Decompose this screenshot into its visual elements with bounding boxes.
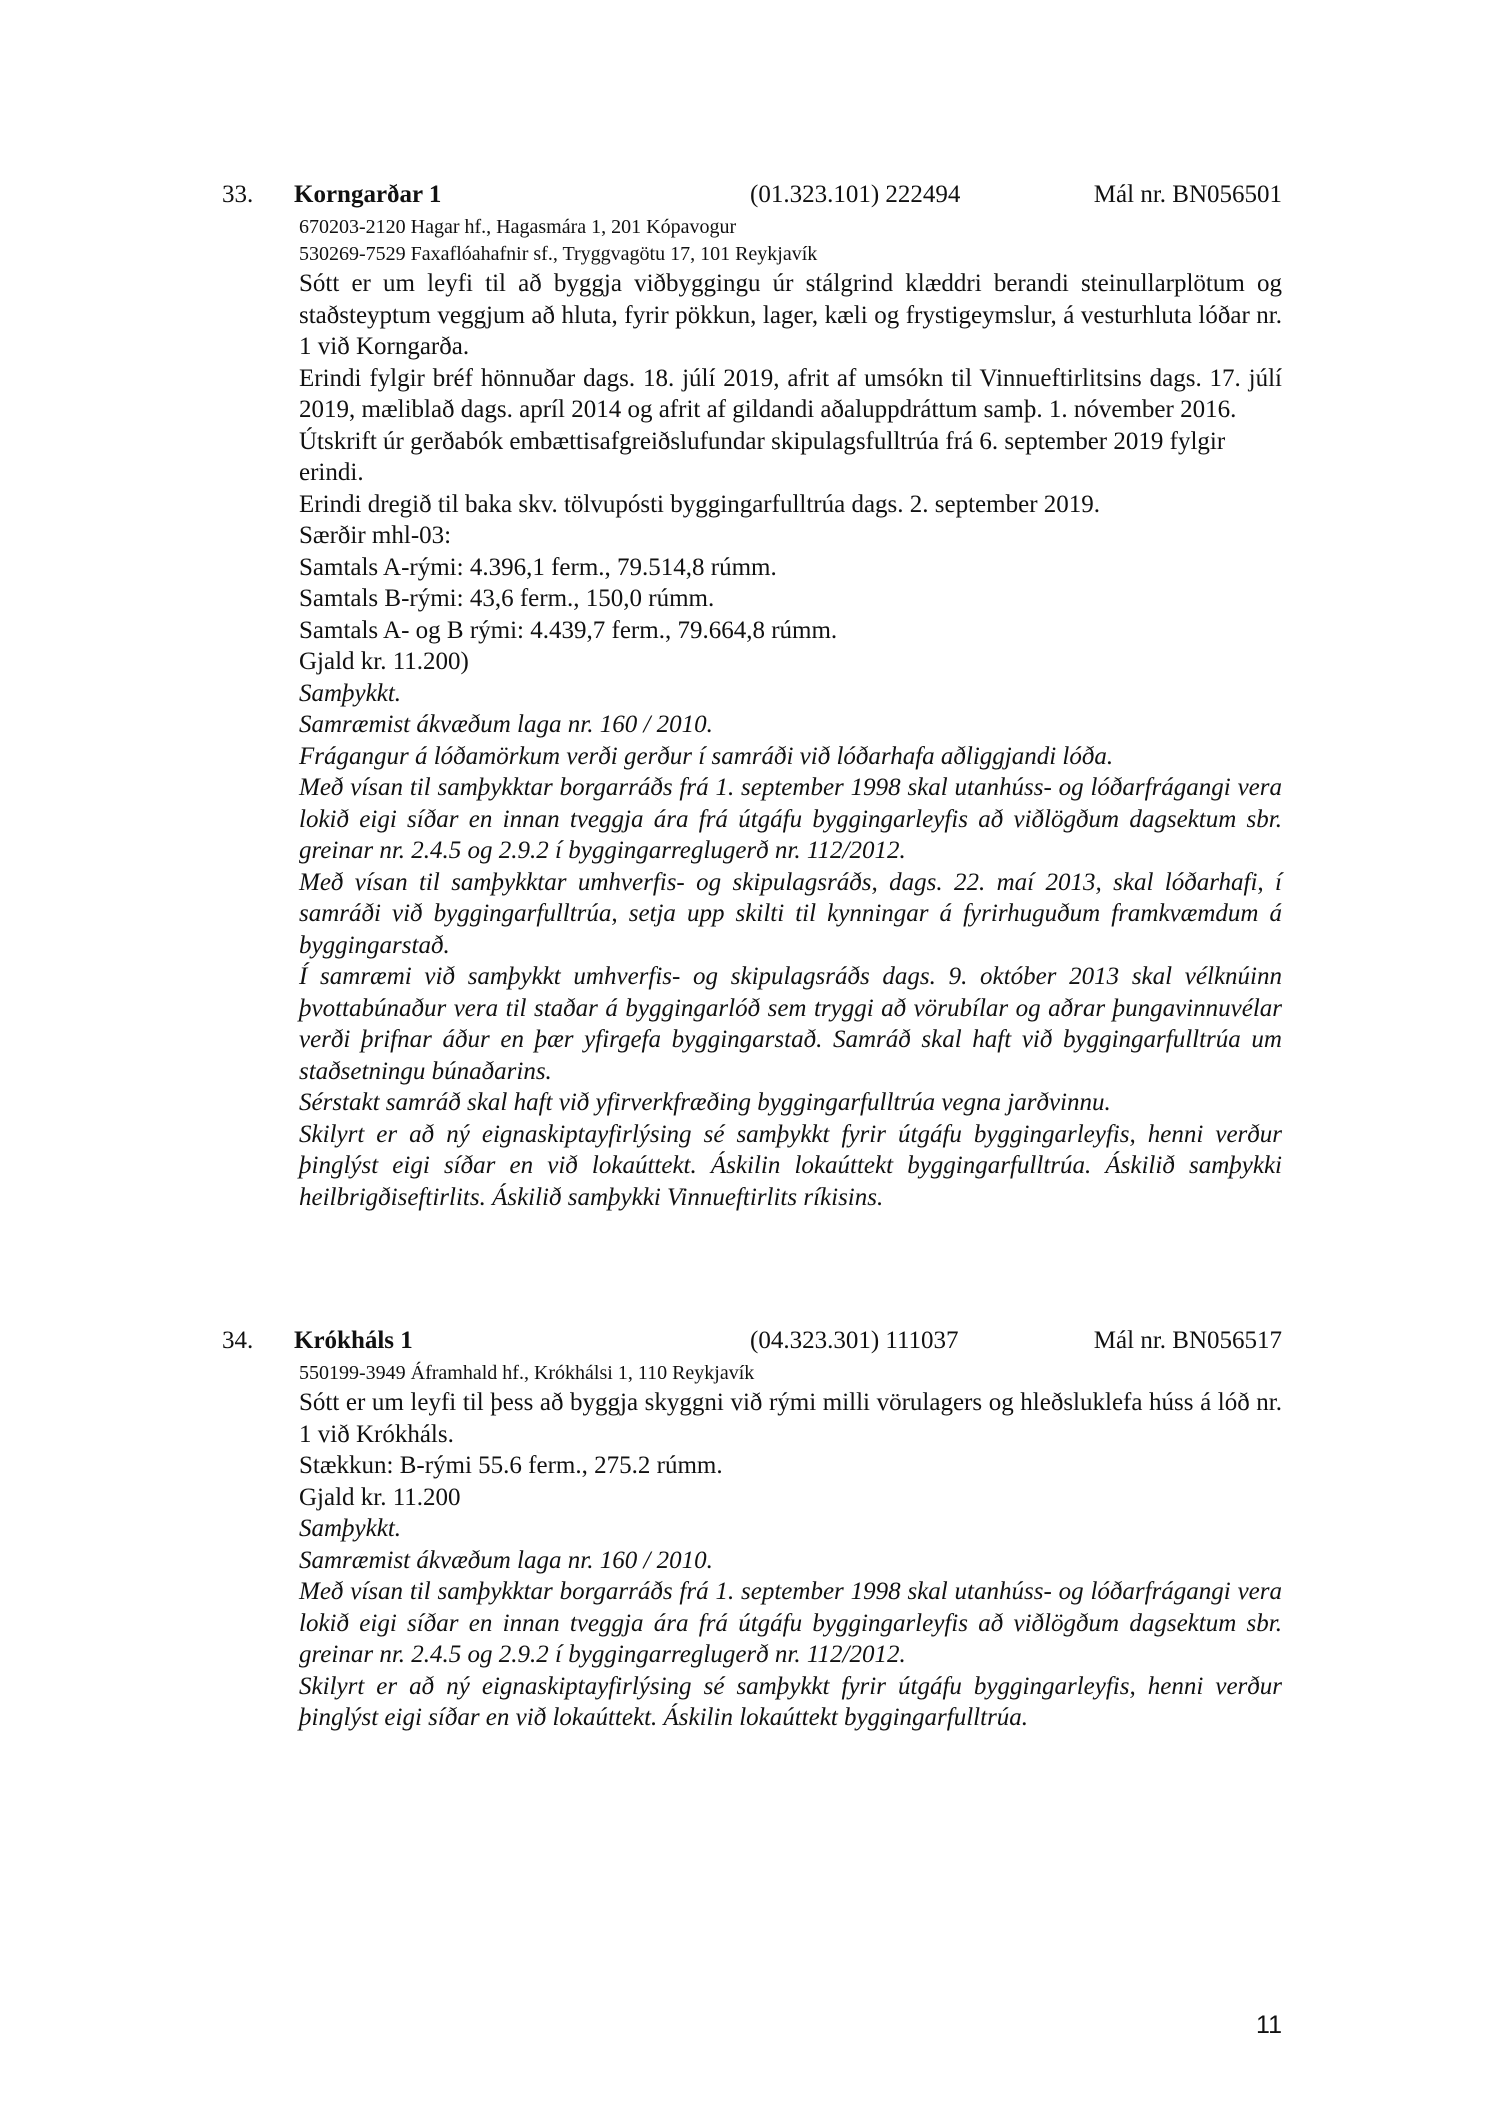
agenda-item-header <box>222 1324 1282 1358</box>
case-number: Mál nr. BN056501 <box>1093 181 1282 208</box>
decision-council: Með vísan til samþykktar borgarráðs frá 1. september 1998 skal utanhúss- og lóðarfrágangi vera lokið eigi síðar en innan tveggja ára frá útgáfu byggingarleyfis að viðlögðum dagsektum sbr. greinar nr. 2.4.5 og 2.9.2 í byggingarreglugerð nr. 112/2012. <box>299 774 1282 864</box>
agenda-item-body <box>299 214 1282 1213</box>
agenda-item-body <box>299 1360 1282 1734</box>
fee-text: Gjald kr. 11.200 <box>299 1483 461 1511</box>
decision-washing: Í samræmi við samþykkt umhverfis- og skipulagsráðs dags. 9. október 2013 skal vélknúinn þvottabúnaður vera til staðar á byggingarlóð sem tryggi að vörubílar og aðrar þungavinnuvélar verði þrifnar áður en þær yfirgefa byggingarstað. Samráð skal haft við byggingarfulltrúa um staðsetningu búnaðarins. <box>299 963 1282 1085</box>
decision-approved: Samþykkt. <box>299 679 402 707</box>
owner-line: 550199-3949 Áframhald hf., Krókhálsi 1, 110 Reykjavík <box>299 1362 755 1384</box>
page-number: 11 <box>1256 2011 1282 2039</box>
property-name: Krókháls 1 <box>294 1327 413 1354</box>
area-total-text: Samtals A- og B rými: 4.439,7 ferm., 79.664,8 rúmm. <box>299 616 838 644</box>
item-number: 34. <box>222 1327 254 1354</box>
agenda-item-header <box>222 178 1282 212</box>
case-number: Mál nr. BN056517 <box>1093 1327 1282 1354</box>
section-label: Særðir mhl-03: <box>299 522 452 549</box>
area-b-text: Samtals B-rými: 43,6 ferm., 150,0 rúmm. <box>299 585 715 612</box>
lot-id: (04.323.301) 111037 <box>750 1327 959 1354</box>
application-text: Sótt er um leyfi til að byggja viðbyggingu úr stálgrind klæddri berandi steinullarplötum og staðsteyptum veggjum að hluta, fyrir pökkun, lager, kæli og frystigeymslur, á vesturhluta lóðar nr. 1 við Korngarða. <box>299 270 1282 360</box>
lot-id: (01.323.101) 222494 <box>750 181 961 208</box>
decision-law: Samræmist ákvæðum laga nr. 160 / 2010. <box>299 1546 713 1574</box>
owner-line: 530269-7529 Faxaflóahafnir sf., Tryggvagötu 17, 101 Reykjavík <box>299 243 818 265</box>
attachments-text: Erindi fylgir bréf hönnuðar dags. 18. júlí 2019, afrit af umsókn til Vinnueftirlitsins dags. 17. júlí 2019, mæliblað dags. apríl 2014 og afrit af gildandi aðaluppdráttum samþ. 1. nóvember 2016. <box>299 364 1282 423</box>
decision-council: Með vísan til samþykktar borgarráðs frá 1. september 1998 skal utanhúss- og lóðarfrágangi vera lokið eigi síðar en innan tveggja ára frá útgáfu byggingarleyfis að viðlögðum dagsektum sbr. greinar nr. 2.4.5 og 2.9.2 í byggingarreglugerð nr. 112/2012. <box>299 1578 1282 1668</box>
owner-line: 670203-2120 Hagar hf., Hagasmára 1, 201 Kópavogur <box>299 216 737 238</box>
decision-engineer: Sérstakt samráð skal haft við yfirverkfræðing byggingarfulltrúa vegna jarðvinnu. <box>299 1089 1111 1116</box>
decision-conditions: Skilyrt er að ný eignaskiptayfirlýsing sé samþykkt fyrir útgáfu byggingarleyfis, henni verður þinglýst eigi síðar en við lokaúttekt. Áskilin lokaúttekt byggingarfulltrúa. Áskilið samþykki heilbrigðiseftirlits. Áskilið samþykki Vinnueftirlits ríkisins. <box>299 1120 1282 1211</box>
decision-conditions: Skilyrt er að ný eignaskiptayfirlýsing sé samþykkt fyrir útgáfu byggingarleyfis, henni verður þinglýst eigi síðar en við lokaúttekt. Áskilin lokaúttekt byggingarfulltrúa. <box>299 1672 1282 1731</box>
minutes-text: Útskrift úr gerðabók embættisafgreiðslufundar skipulagsfulltrúa frá 6. september 2019 fylgir erindi. <box>299 427 1226 486</box>
withdrawal-text: Erindi dregið til baka skv. tölvupósti byggingarfulltrúa dags. 2. september 2019. <box>299 490 1101 518</box>
enlargement-text: Stækkun: B-rými 55.6 ferm., 275.2 rúmm. <box>299 1452 723 1479</box>
decision-law: Samræmist ákvæðum laga nr. 160 / 2010. <box>299 711 713 738</box>
area-a-text: Samtals A-rými: 4.396,1 ferm., 79.514,8 rúmm. <box>299 553 777 581</box>
agenda-item-33 <box>222 178 1282 1213</box>
property-name: Korngarðar 1 <box>294 181 442 208</box>
decision-sign: Með vísan til samþykktar umhverfis- og skipulagsráðs, dags. 22. maí 2013, skal lóðarhafi, í samráði við byggingarfulltrúa, setja upp skilti til kynningar á fyrirhuguðum framkvæmdum á byggingarstað. <box>299 868 1282 959</box>
fee-text: Gjald kr. 11.200) <box>299 648 469 675</box>
agenda-item-34 <box>222 1324 1282 1734</box>
application-text: Sótt er um leyfi til þess að byggja skyggni við rými milli vörulagers og hleðsluklefa húss á lóð nr. 1 við Krókháls. <box>299 1389 1282 1448</box>
item-number: 33. <box>222 181 254 208</box>
decision-approved: Samþykkt. <box>299 1515 402 1542</box>
decision-boundary: Frágangur á lóðamörkum verði gerður í samráði við lóðarhafa aðliggjandi lóða. <box>299 742 1114 770</box>
